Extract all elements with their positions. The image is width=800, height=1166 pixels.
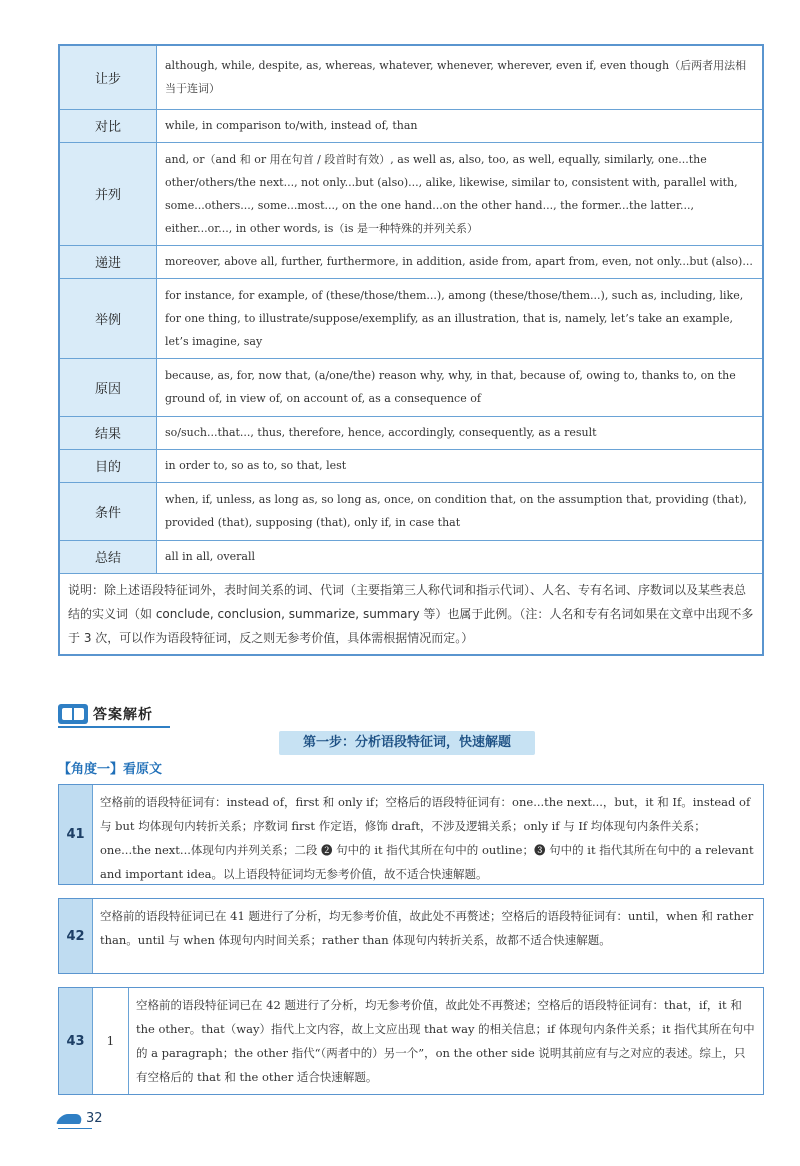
row-text: all in all, overall — [157, 540, 764, 573]
row-label: 递进 — [59, 245, 157, 278]
table-note: 说明：除上述语段特征词外，表时间关系的词、代词（主要指第三人称代词和指示代词）、人名、专有名词、序数词以及某些表总结的实义词（如 conclude, conclusion, summarize, summary 等）也属于此例。（注：人名和专有名词如果在文章中出现不多于 3 次，可以作为语段特征词，反之则无参考价值，具体需根据情况而定。） — [59, 573, 763, 655]
table-row — [59, 540, 763, 573]
table-row — [59, 449, 763, 482]
step-banner: 第一步：分析语段特征词，快速解题 — [279, 731, 535, 755]
row-text: and, or（and 和 or 用在句首 / 段首时有效）, as well as, also, too, as well, equally, similarly, one...the other/others/the next..., not only...but (also)..., alike, likewise, similar to, consistent with, parallel with, some...others..., some...most..., on the one hand...on the other hand..., the former...the latter..., either...or..., in other words, is（is 是一种特殊的并列关系） — [157, 142, 764, 245]
table-row — [59, 142, 763, 245]
question-41-box — [58, 784, 764, 885]
table-row — [59, 278, 763, 358]
row-label: 并列 — [59, 142, 157, 245]
row-text: so/such...that..., thus, therefore, hence, accordingly, consequently, as a result — [157, 416, 764, 449]
question-43-box — [58, 987, 764, 1095]
question-number: 43 — [59, 988, 93, 1094]
section-underline — [58, 726, 170, 728]
question-sub-number: 1 — [93, 988, 129, 1094]
angle-label: 【角度一】看原文 — [58, 762, 163, 777]
row-text: for instance, for example, of (these/those/them...), among (these/those/them...), such as, including, like, for one thing, to illustrate/suppose/exemplify, as an illustration, that is, namely, let’s take an example, let’s imagine, say — [157, 278, 764, 358]
row-label: 原因 — [59, 358, 157, 416]
row-label: 总结 — [59, 540, 157, 573]
page-mark-icon — [56, 1114, 84, 1124]
page-number: 32 — [86, 1111, 103, 1126]
row-text: although, while, despite, as, whereas, whatever, whenever, wherever, even if, even though（后两者用法相当于连词） — [157, 45, 764, 109]
transition-words-table — [58, 44, 764, 656]
table-row — [59, 45, 763, 109]
question-42-box — [58, 898, 764, 974]
page-footer — [58, 1111, 103, 1126]
table-row — [59, 482, 763, 540]
question-number: 41 — [59, 785, 93, 884]
table-row — [59, 245, 763, 278]
row-text: in order to, so as to, so that, lest — [157, 449, 764, 482]
row-label: 结果 — [59, 416, 157, 449]
section-heading — [58, 703, 153, 725]
table-note-row — [59, 573, 763, 655]
row-text: when, if, unless, as long as, so long as, once, on condition that, on the assumption that, providing (that), provided (that), supposing (that), only if, in case that — [157, 482, 764, 540]
table-row — [59, 109, 763, 142]
question-analysis: 空格前的语段特征词有：instead of，first 和 only if；空格后的语段特征词有：one...the next...，but，it 和 If。instead of 与 but 均体现句内转折关系；序数词 first 作定语，修饰 draft，不涉及逻辑关系；only if 与 If 均体现句内条件关系；one...the next...体现句内并列关系；二段 ❷ 句中的 it 指代其所在句中的 outline；❸ 句中的 it 指代其所在句中的 a relevant and important idea。以上语段特征词均无参考价值，故不适合快速解题。 — [100, 795, 754, 881]
row-text: while, in comparison to/with, instead of, than — [157, 109, 764, 142]
row-label: 目的 — [59, 449, 157, 482]
row-text: moreover, above all, further, furthermore, in addition, aside from, apart from, even, not only...but (also)... — [157, 245, 764, 278]
section-title: 答案解析 — [93, 707, 153, 723]
table-row — [59, 416, 763, 449]
row-label: 举例 — [59, 278, 157, 358]
question-analysis: 空格前的语段特征词已在 42 题进行了分析，均无参考价值，故此处不再赘述；空格后的语段特征词有：that，if，it 和 the other。that（way）指代上文内容，故上文应出现 that way 的相关信息；if 体现句内条件关系；it 指代其所在句中的 a paragraph；the other 指代“（两者中的）另一个”，on the other side 说明其前应有与之对应的表述。综上，只有空格后的 that 和 the other 适合快速解题。 — [136, 998, 755, 1084]
book-icon — [58, 704, 88, 724]
row-label: 对比 — [59, 109, 157, 142]
table-row — [59, 358, 763, 416]
question-analysis: 空格前的语段特征词已在 41 题进行了分析，均无参考价值，故此处不再赘述；空格后的语段特征词有：until，when 和 rather than。until 与 when 体现句内时间关系；rather than 体现句内转折关系，故都不适合快速解题。 — [100, 909, 754, 947]
footer-underline — [58, 1128, 92, 1129]
row-label: 条件 — [59, 482, 157, 540]
row-label: 让步 — [59, 45, 157, 109]
row-text: because, as, for, now that, (a/one/the) reason why, why, in that, because of, owing to, thanks to, on the ground of, in view of, on account of, as a consequence of — [157, 358, 764, 416]
question-number: 42 — [59, 899, 93, 973]
